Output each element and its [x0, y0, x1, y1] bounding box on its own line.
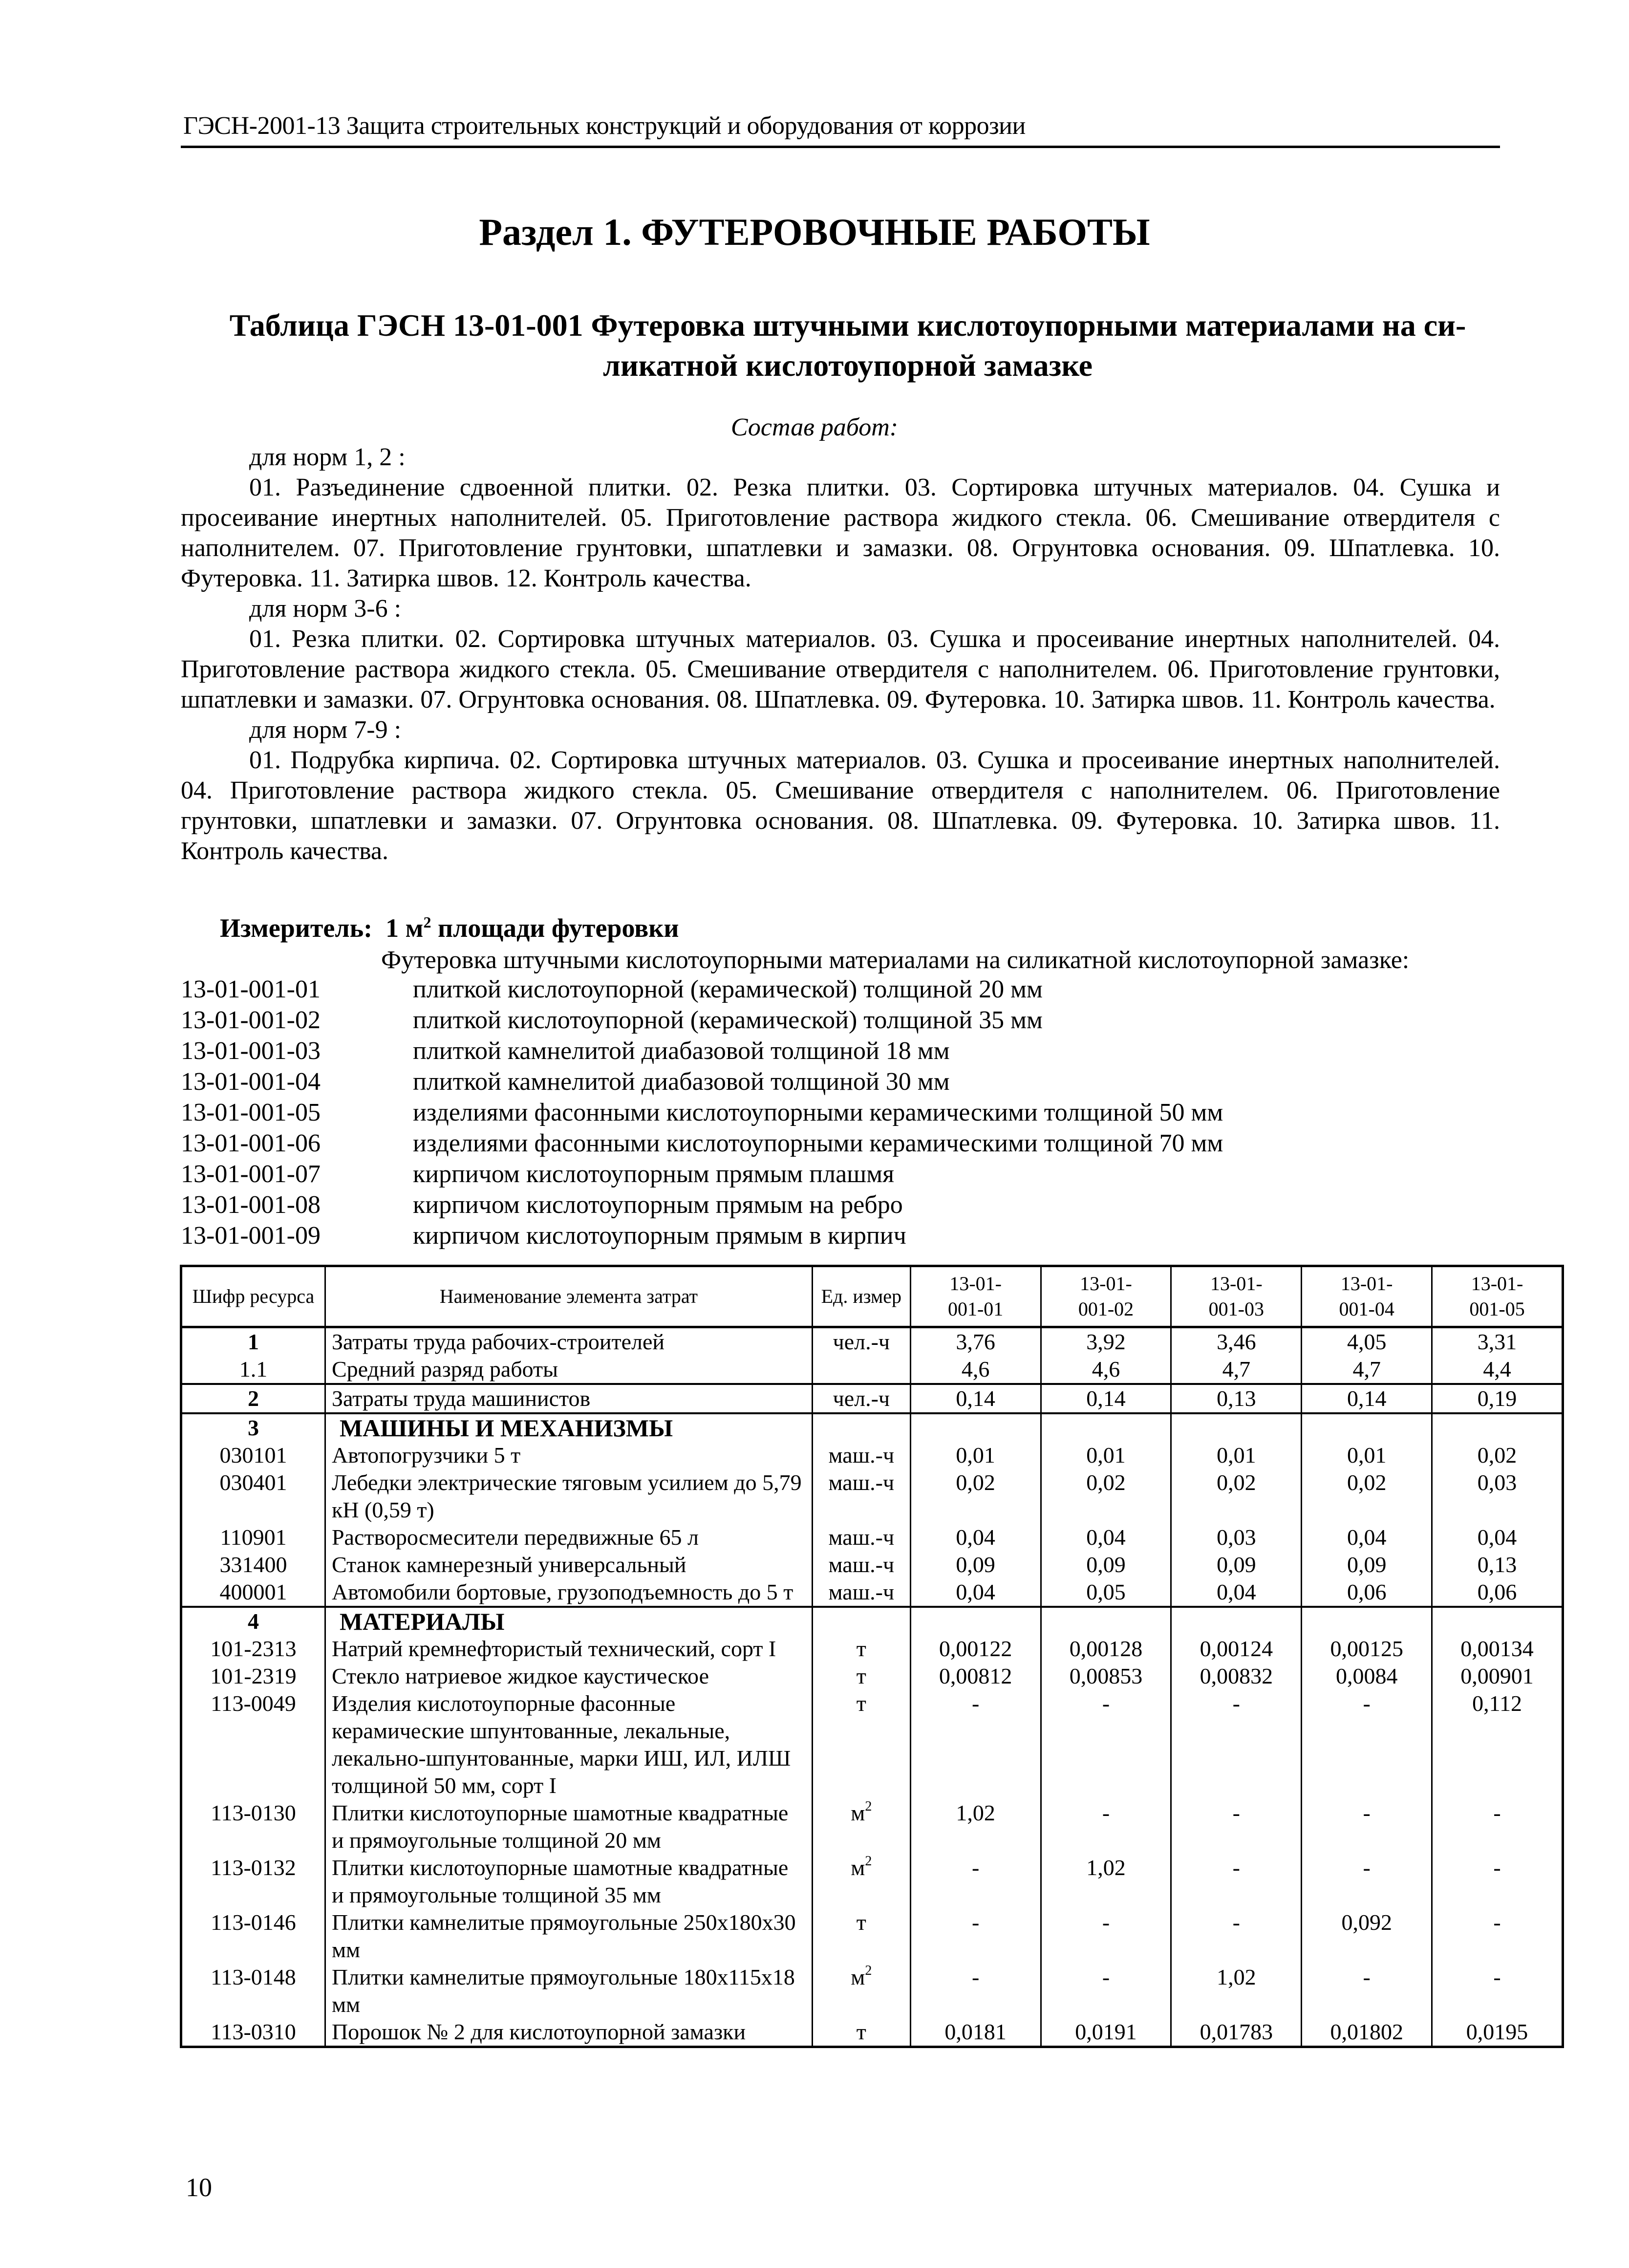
cell-value: 0,01 [910, 1442, 1041, 1469]
header-norm-col: 13-01- 001-01 [910, 1266, 1041, 1327]
cell-name: Натрий кремнефтористый технический, сорт I [325, 1635, 812, 1663]
cell-value: 0,0195 [1432, 2018, 1563, 2047]
cell-value: 0,02 [1302, 1469, 1432, 1524]
header-norm-col: 13-01- 001-03 [1171, 1266, 1302, 1327]
variant-code: 13-01-001-07 [181, 1160, 321, 1188]
variant-text: плиткой кислотоупорной (керамической) толщиной 35 мм [413, 1006, 1043, 1034]
norm-group-label: для норм 1, 2 : [249, 443, 406, 471]
cell-value: 0,02 [1171, 1469, 1302, 1524]
cell-code: 030401 [181, 1469, 325, 1524]
table-row [181, 1384, 1563, 1413]
cell-value: 0,06 [1302, 1578, 1432, 1607]
cell-value: 4,7 [1171, 1356, 1302, 1384]
cell-code: 030101 [181, 1442, 325, 1469]
cell-value: 0,06 [1432, 1578, 1563, 1607]
table-row [181, 2018, 1563, 2047]
cell-value: 0,14 [1041, 1384, 1171, 1413]
cell-value: 0,09 [1302, 1551, 1432, 1578]
cell-name: Автомобили бортовые, грузоподъемность до 5 т [325, 1578, 812, 1607]
variant-code: 13-01-001-06 [181, 1129, 321, 1157]
variant-text: плиткой камнелитой диабазовой толщиной 30 мм [413, 1068, 950, 1096]
cell-name: Затраты труда машинистов [325, 1384, 812, 1413]
table-row [181, 1469, 1563, 1524]
cell-unit: т [812, 1690, 910, 1799]
cell-name: Плитки кислотоупорные шамотные квадратные и прямоугольные толщиной 20 мм [325, 1799, 812, 1854]
variant-item [181, 1006, 1223, 1037]
variant-item [181, 1190, 1223, 1221]
cell-value [910, 1413, 1041, 1442]
cell-code: 113-0132 [181, 1854, 325, 1909]
variants-list [181, 975, 1223, 1252]
cell-value [1302, 1607, 1432, 1635]
cell-value: 0,01783 [1171, 2018, 1302, 2047]
cell-value: - [1302, 1799, 1432, 1854]
cell-value: 0,19 [1432, 1384, 1563, 1413]
cell-code: 113-0146 [181, 1909, 325, 1964]
variant-item [181, 1098, 1223, 1129]
variant-item [181, 1160, 1223, 1190]
cell-value: 0,05 [1041, 1578, 1171, 1607]
cell-value: 0,13 [1171, 1384, 1302, 1413]
table-row [181, 1799, 1563, 1854]
cell-value: 4,6 [1041, 1356, 1171, 1384]
cell-value [910, 1607, 1041, 1635]
cell-value: - [910, 1690, 1041, 1799]
variant-text: кирпичом кислотоупорным прямым в кирпич [413, 1222, 906, 1250]
norm-group-label: для норм 3-6 : [249, 595, 402, 623]
section-title: Раздел 1. ФУТЕРОВОЧНЫЕ РАБОТЫ [479, 211, 1150, 253]
cell-value: - [1432, 1909, 1563, 1964]
header-name: Наименование элемента затрат [325, 1266, 812, 1327]
variant-code: 13-01-001-04 [181, 1068, 321, 1096]
resources-table [180, 1265, 1564, 2048]
cell-value: - [910, 1854, 1041, 1909]
cell-value: 0,04 [910, 1578, 1041, 1607]
cell-value: - [1302, 1690, 1432, 1799]
cell-unit: $м^2$ [812, 1964, 910, 2018]
cell-unit [812, 1413, 910, 1442]
cell-code: 113-0310 [181, 2018, 325, 2047]
cell-value: 0,04 [1041, 1524, 1171, 1551]
composition-label: Состав работ: [730, 413, 899, 441]
cell-value: 0,0191 [1041, 2018, 1171, 2047]
cell-code: 101-2313 [181, 1635, 325, 1663]
table-row [181, 1854, 1563, 1909]
cell-value: 0,00832 [1171, 1663, 1302, 1690]
cell-name: Изделия кислотоупорные фасонные керамические шпунтованные, лекальные, лекально-шпунтованные, марки ИШ, ИЛ, ИЛШ толщиной 50 мм, сорт I [325, 1690, 812, 1799]
cell-value: - [1432, 1964, 1563, 2018]
cell-value: 1,02 [1041, 1854, 1171, 1909]
cell-unit: $м^2$ [812, 1854, 910, 1909]
cell-name: Автопогрузчики 5 т [325, 1442, 812, 1469]
cell-value: 0,01 [1302, 1442, 1432, 1469]
table-row [181, 1690, 1563, 1799]
cell-value: 3,31 [1432, 1327, 1563, 1356]
cell-name: МАТЕРИАЛЫ [325, 1607, 812, 1635]
cell-value: - [910, 1964, 1041, 2018]
table-title [188, 305, 1507, 386]
cell-name: Затраты труда рабочих-строителей [325, 1327, 812, 1356]
cell-value: 0,03 [1432, 1469, 1563, 1524]
cell-name: МАШИНЫ И МЕХАНИЗМЫ [325, 1413, 812, 1442]
measurement-unit [220, 913, 679, 943]
table-row [181, 1964, 1563, 2018]
variant-item [181, 975, 1223, 1006]
cell-code: 1 [181, 1327, 325, 1356]
measurement-label: Измеритель: [220, 913, 373, 943]
cell-unit: маш.-ч [812, 1551, 910, 1578]
cell-value: - [1302, 1964, 1432, 2018]
cell-unit: чел.-ч [812, 1384, 910, 1413]
cell-value: - [1041, 1690, 1171, 1799]
cell-name: Лебедки электрические тяговым усилием до 5,79 кН (0,59 т) [325, 1469, 812, 1524]
cell-code: 3 [181, 1413, 325, 1442]
cell-code: 101-2319 [181, 1663, 325, 1690]
cell-unit: т [812, 1663, 910, 1690]
table-title-line-2: ликатной кислотоупорной замазке [602, 348, 1093, 383]
page-number: 10 [186, 2173, 212, 2202]
cell-unit [812, 1607, 910, 1635]
variant-text: плиткой камнелитой диабазовой толщиной 18 мм [413, 1037, 950, 1065]
cell-value: - [1432, 1854, 1563, 1909]
measurement-value: 1 $м^2$ площади футеровки [386, 913, 679, 943]
cell-value: 0,09 [910, 1551, 1041, 1578]
cell-value: 4,05 [1302, 1327, 1432, 1356]
cell-unit: маш.-ч [812, 1469, 910, 1524]
cell-value: 3,76 [910, 1327, 1041, 1356]
cell-value [1432, 1607, 1563, 1635]
variant-text: изделиями фасонными кислотоупорными керамическими толщиной 70 мм [413, 1129, 1223, 1157]
variant-code: 13-01-001-08 [181, 1191, 321, 1219]
table-row [181, 1663, 1563, 1690]
table-row [181, 1578, 1563, 1607]
table-row [181, 1909, 1563, 1964]
variant-text: кирпичом кислотоупорным прямым плашмя [413, 1160, 895, 1188]
cell-name: Средний разряд работы [325, 1356, 812, 1384]
cell-value: 0,112 [1432, 1690, 1563, 1799]
cell-value: 3,46 [1171, 1327, 1302, 1356]
table-row [181, 1524, 1563, 1551]
cell-value: 4,7 [1302, 1356, 1432, 1384]
cell-value: 0,09 [1041, 1551, 1171, 1578]
cell-code: 110901 [181, 1524, 325, 1551]
cell-value: 0,00122 [910, 1635, 1041, 1663]
cell-value: 0,00812 [910, 1663, 1041, 1690]
cell-value [1041, 1413, 1171, 1442]
table-row [181, 1442, 1563, 1469]
cell-unit: маш.-ч [812, 1442, 910, 1469]
cell-code: 113-0049 [181, 1690, 325, 1799]
cell-value: 0,03 [1171, 1524, 1302, 1551]
cell-value: 0,02 [910, 1469, 1041, 1524]
cell-value: 0,092 [1302, 1909, 1432, 1964]
cell-value: 0,02 [1041, 1469, 1171, 1524]
cell-value: - [1302, 1854, 1432, 1909]
cell-value: - [1041, 1964, 1171, 2018]
cell-value: 0,13 [1432, 1551, 1563, 1578]
header-divider [181, 146, 1500, 148]
header-norm-col: 13-01- 001-02 [1041, 1266, 1171, 1327]
cell-value: 1,02 [1171, 1964, 1302, 2018]
cell-value: 0,0181 [910, 2018, 1041, 2047]
cell-value: 0,0084 [1302, 1663, 1432, 1690]
cell-code: 4 [181, 1607, 325, 1635]
variant-item [181, 1067, 1223, 1098]
cell-value: 0,00901 [1432, 1663, 1563, 1690]
variant-item [181, 1037, 1223, 1067]
cell-value [1302, 1413, 1432, 1442]
cell-unit: т [812, 1909, 910, 1964]
cell-value: - [1171, 1690, 1302, 1799]
cell-name: Плитки кислотоупорные шамотные квадратные и прямоугольные толщиной 35 мм [325, 1854, 812, 1909]
table-row [181, 1356, 1563, 1384]
cell-value: 0,00124 [1171, 1635, 1302, 1663]
cell-value: 3,92 [1041, 1327, 1171, 1356]
cell-value: - [1041, 1909, 1171, 1964]
cell-name: Станок камнерезный универсальный [325, 1551, 812, 1578]
table-header-row [181, 1266, 1563, 1327]
variant-code: 13-01-001-01 [181, 975, 321, 1003]
cell-value: 4,6 [910, 1356, 1041, 1384]
table-row [181, 1635, 1563, 1663]
cell-value [1171, 1413, 1302, 1442]
variant-text: кирпичом кислотоупорным прямым на ребро [413, 1191, 903, 1219]
cell-value: 0,14 [910, 1384, 1041, 1413]
running-header: ГЭСН-2001-13 Защита строительных конструкций и оборудования от коррозии [183, 112, 1026, 140]
cell-value: 0,04 [910, 1524, 1041, 1551]
cell-value: 0,14 [1302, 1384, 1432, 1413]
norm-group-label: для норм 7-9 : [249, 716, 402, 744]
norms-block [181, 442, 1500, 866]
cell-code: 400001 [181, 1578, 325, 1607]
cell-unit: чел.-ч [812, 1327, 910, 1356]
table-row [181, 1551, 1563, 1578]
cell-name: Растворосмесители передвижные 65 л [325, 1524, 812, 1551]
cell-code: 113-0148 [181, 1964, 325, 2018]
table-title-line-1: Таблица ГЭСН 13-01-001 Футеровка штучными кислотоупорными материалами на си- [229, 308, 1466, 343]
variant-code: 13-01-001-09 [181, 1222, 321, 1250]
table-row [181, 1327, 1563, 1356]
cell-value: 0,00128 [1041, 1635, 1171, 1663]
header-unit: Ед. измер [812, 1266, 910, 1327]
cell-value: 0,02 [1432, 1442, 1563, 1469]
variant-item [181, 1221, 1223, 1252]
cell-value: 0,00125 [1302, 1635, 1432, 1663]
table-row [181, 1413, 1563, 1442]
cell-value: 1,02 [910, 1799, 1041, 1854]
cell-value [1432, 1413, 1563, 1442]
cell-code: 113-0130 [181, 1799, 325, 1854]
norm-group-text: 01. Подрубка кирпича. 02. Сортировка штучных материалов. 03. Сушка и просеивание инертных наполнителей. 04. Приготовление раствора жидкого стекла. 05. Смешивание отвердителя с наполнителем. 06. Приготовление грунтовки, шпатлевки и замазки. 07. Огрунтовка основания. 08. Шпатлевка. 09. Футеровка. 10. Затирка швов. 11. Контроль качества. [181, 746, 1500, 865]
cell-value: 4,4 [1432, 1356, 1563, 1384]
variant-code: 13-01-001-03 [181, 1037, 321, 1065]
cell-name: Стекло натриевое жидкое каустическое [325, 1663, 812, 1690]
cell-value: - [1041, 1799, 1171, 1854]
cell-value: - [1432, 1799, 1563, 1854]
norm-group-text: 01. Резка плитки. 02. Сортировка штучных материалов. 03. Сушка и просеивание инертных наполнителей. 04. Приготовление раствора жидкого стекла. 05. Смешивание отвердителя с наполнителем. 06. Приготовление грунтовки, шпатлевки и замазки. 07. Огрунтовка основания. 08. Шпатлевка. 09. Футеровка. 10. Затирка швов. 11. Контроль качества. [181, 625, 1500, 713]
cell-unit: $м^2$ [812, 1799, 910, 1854]
cell-value [1171, 1607, 1302, 1635]
table-row [181, 1607, 1563, 1635]
cell-name: Порошок № 2 для кислотоупорной замазки [325, 2018, 812, 2047]
cell-value: 0,04 [1432, 1524, 1563, 1551]
cell-value: 0,01 [1171, 1442, 1302, 1469]
cell-value [1041, 1607, 1171, 1635]
cell-value: - [1171, 1909, 1302, 1964]
cell-value: 0,00134 [1432, 1635, 1563, 1663]
variant-item [181, 1129, 1223, 1160]
cell-code: 2 [181, 1384, 325, 1413]
cell-name: Плитки камнелитые прямоугольные 250x180x30 мм [325, 1909, 812, 1964]
variant-code: 13-01-001-02 [181, 1006, 321, 1034]
cell-unit: т [812, 1635, 910, 1663]
variants-intro: Футеровка штучными кислотоупорными материалами на силикатной кислотоупорной замазке: [381, 946, 1410, 974]
header-code: Шифр ресурса [181, 1266, 325, 1327]
cell-name: Плитки камнелитые прямоугольные 180x115x18 мм [325, 1964, 812, 2018]
cell-value: - [910, 1909, 1041, 1964]
cell-value: 0,01 [1041, 1442, 1171, 1469]
cell-unit: маш.-ч [812, 1578, 910, 1607]
cell-value: 0,01802 [1302, 2018, 1432, 2047]
cell-code: 331400 [181, 1551, 325, 1578]
header-norm-col: 13-01- 001-05 [1432, 1266, 1563, 1327]
cell-code: 1.1 [181, 1356, 325, 1384]
cell-unit [812, 1356, 910, 1384]
cell-value: 0,04 [1302, 1524, 1432, 1551]
cell-unit: т [812, 2018, 910, 2047]
cell-value: - [1171, 1854, 1302, 1909]
variant-code: 13-01-001-05 [181, 1099, 321, 1126]
cell-value: 0,09 [1171, 1551, 1302, 1578]
header-norm-col: 13-01- 001-04 [1302, 1266, 1432, 1327]
variant-text: плиткой кислотоупорной (керамической) толщиной 20 мм [413, 975, 1043, 1003]
cell-value: 0,00853 [1041, 1663, 1171, 1690]
cell-value: - [1171, 1799, 1302, 1854]
norm-group-text: 01. Разъединение сдвоенной плитки. 02. Резка плитки. 03. Сортировка штучных материалов. 04. Сушка и просеивание инертных наполнителей. 05. Приготовление раствора жидкого стекла. 06. Смешивание отвердителя с наполнителем. 07. Приготовление грунтовки, шпатлевки и замазки. 08. Огрунтовка основания. 09. Шпатлевка. 10. Футеровка. 11. Затирка швов. 12. Контроль качества. [181, 474, 1500, 592]
variant-text: изделиями фасонными кислотоупорными керамическими толщиной 50 мм [413, 1099, 1223, 1126]
cell-unit: маш.-ч [812, 1524, 910, 1551]
cell-value: 0,04 [1171, 1578, 1302, 1607]
